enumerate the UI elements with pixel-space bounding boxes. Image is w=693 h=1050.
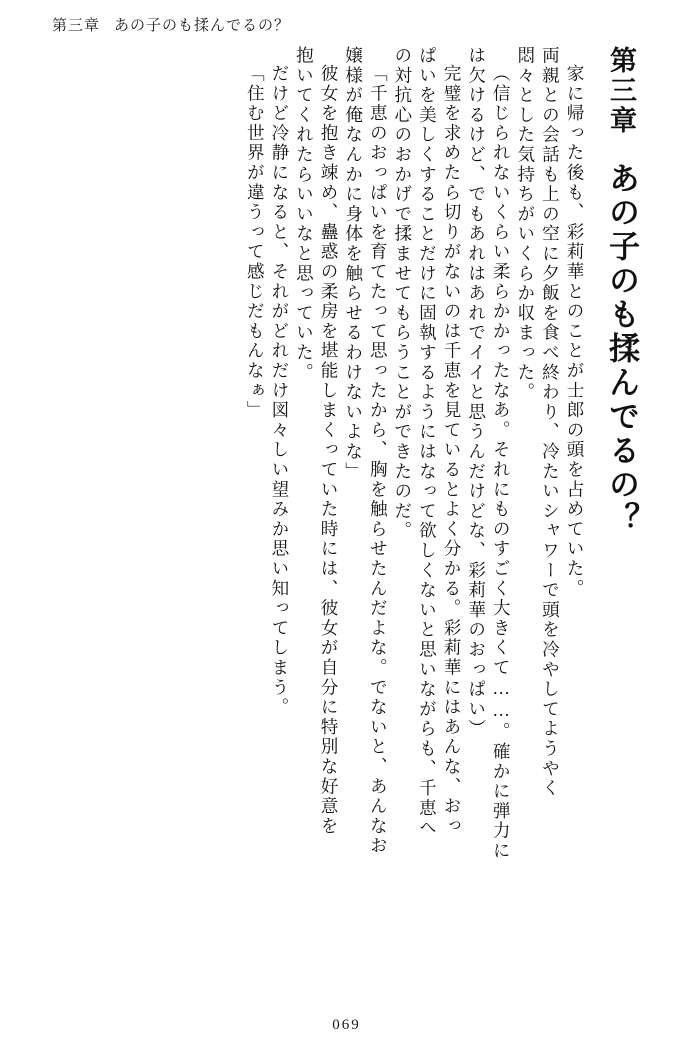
chapter-heading xyxy=(599,46,644,966)
text-line-14: 「住む世界が違うって感じだもんなぁ」 xyxy=(245,64,266,421)
vertical-text-body xyxy=(42,46,650,986)
running-head-chapter-title: あの子のも揉んでるの？ xyxy=(114,18,291,34)
chapter-heading-title: あの子のも揉んでるの？ xyxy=(604,162,639,536)
text-line-5: は欠けるけど、でもあれはあれでイイと思うんだけどな、彩莉華のおっぱい） xyxy=(466,46,487,739)
text-line-13: だけど冷静になると、それがどれだけ図々しい望みか思い知ってしまう。 xyxy=(269,64,290,718)
text-line-3: 悶々とした気持ちがいくらか収まった。 xyxy=(515,46,536,403)
text-line-1: 家に帰った後も、彩莉華とのことが士郎の頭を占めていた。 xyxy=(565,64,585,599)
text-line-7: ぱいを美しくすることだけに固執するようにはなって欲しくないと思いながらも、千恵へ xyxy=(417,46,438,838)
text-line-6: 完璧を求めたら切りがないのは千恵を見ているとよく分かる。彩莉華にはあんな、おっ xyxy=(442,64,463,837)
text-line-8: の対抗心のおかげで揉ませてもらうことができたのだ。 xyxy=(392,46,413,541)
text-line-11: 彼女を抱き竦め、蠱惑の柔房を堪能しまくっていた時には、彼女が自分に特別な好意を xyxy=(319,64,340,837)
running-head xyxy=(52,14,290,35)
text-line-9: 「千恵のおっぱいを育てたって思ったから、胸を触らせたんだよな。でないと、あんなお xyxy=(368,64,389,856)
text-line-12: 抱いてくれたらいいなと思っていた。 xyxy=(294,46,315,383)
chapter-heading-label: 第三章 xyxy=(606,46,636,136)
page-number: 069 xyxy=(332,1017,361,1033)
text-line-2: 両親との会話も上の空に夕飯を食べ終わり、冷たいシャワーで頭を冷やしてようやく xyxy=(540,46,561,799)
running-head-chapter-number: 第三章 xyxy=(52,18,101,34)
text-line-4: （信じられないくらい柔らかかったなあ。それにものすごく大きくて……。確かに弾力に xyxy=(491,64,512,861)
text-line-10: 嬢様が俺なんかに身体を触らせるわけないよな」 xyxy=(343,46,364,482)
